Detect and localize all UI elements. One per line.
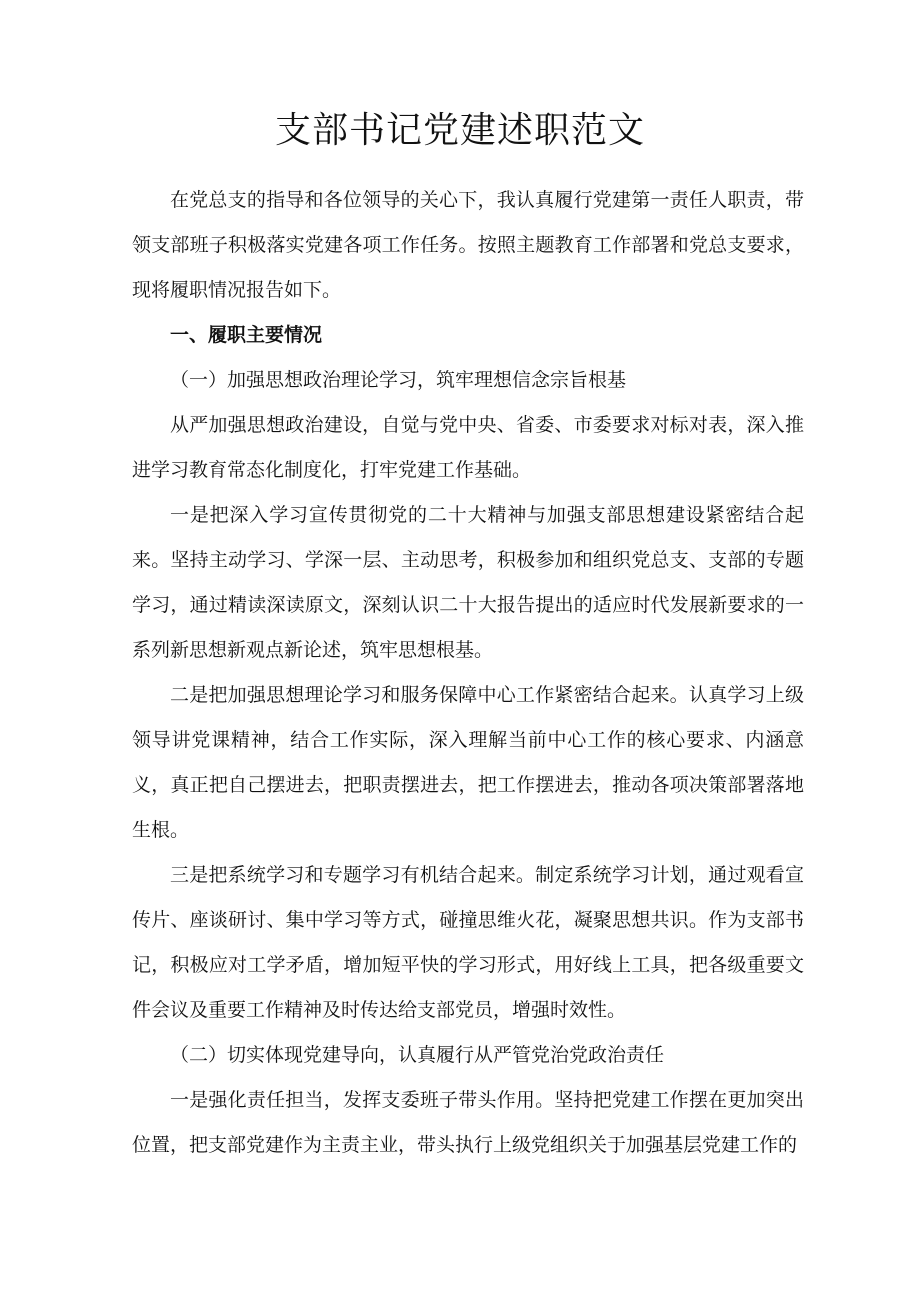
body-paragraph: 从严加强思想政治建设，自觉与党中央、省委、市委要求对标对表，深入推进学习教育常态化制度化，打牢党建工作基础。 (132, 414, 804, 481)
body-paragraph: 一是把深入学习宣传贯彻党的二十大精神与加强支部思想建设紧密结合起来。坚持主动学习、学深一层、主动思考，积极参加和组织党总支、支部的专题学习，通过精读深读原文，深刻认识二十大报告提出的适应时代发展新要求的一系列新思想新观点新论述，筑牢思想根基。 (132, 504, 804, 661)
body-paragraph: 三是把系统学习和专题学习有机结合起来。制定系统学习计划，通过观看宣传片、座谈研讨、集中学习等方式，碰撞思维火花，凝聚思想共识。作为支部书记，积极应对工学矛盾，增加短平快的学习形式，用好线上工具，把各级重要文件会议及重要工作精神及时传达给支部党员，增强时效性。 (132, 864, 804, 1021)
body-paragraph: 二是把加强思想理论学习和服务保障中心工作紧密结合起来。认真学习上级领导讲党课精神，结合工作实际，深入理解当前中心工作的核心要求、内涵意义，真正把自己摆进去，把职责摆进去，把工作摆进去，推动各项决策部署落地生根。 (132, 684, 804, 841)
section-heading-1: 一、履职主要情况 (170, 324, 323, 346)
body-paragraph: 一是强化责任担当，发挥支委班子带头作用。坚持把党建工作摆在更加突出位置，把支部党建作为主责主业，带头执行上级党组织关于加强基层党建工作的 (132, 1089, 804, 1156)
document-title: 支部书记党建述职范文 (274, 110, 645, 151)
subsection-heading-1: （一）加强思想政治理论学习，筑牢理想信念宗旨根基 (170, 369, 627, 391)
subsection-heading-2: （二）切实体现党建导向，认真履行从严管党治党政治责任 (170, 1044, 665, 1066)
document-body (132, 178, 804, 1168)
intro-paragraph: 在党总支的指导和各位领导的关心下，我认真履行党建第一责任人职责，带领支部班子积极落实党建各项工作任务。按照主题教育工作部署和党总支要求，现将履职情况报告如下。 (132, 189, 804, 301)
